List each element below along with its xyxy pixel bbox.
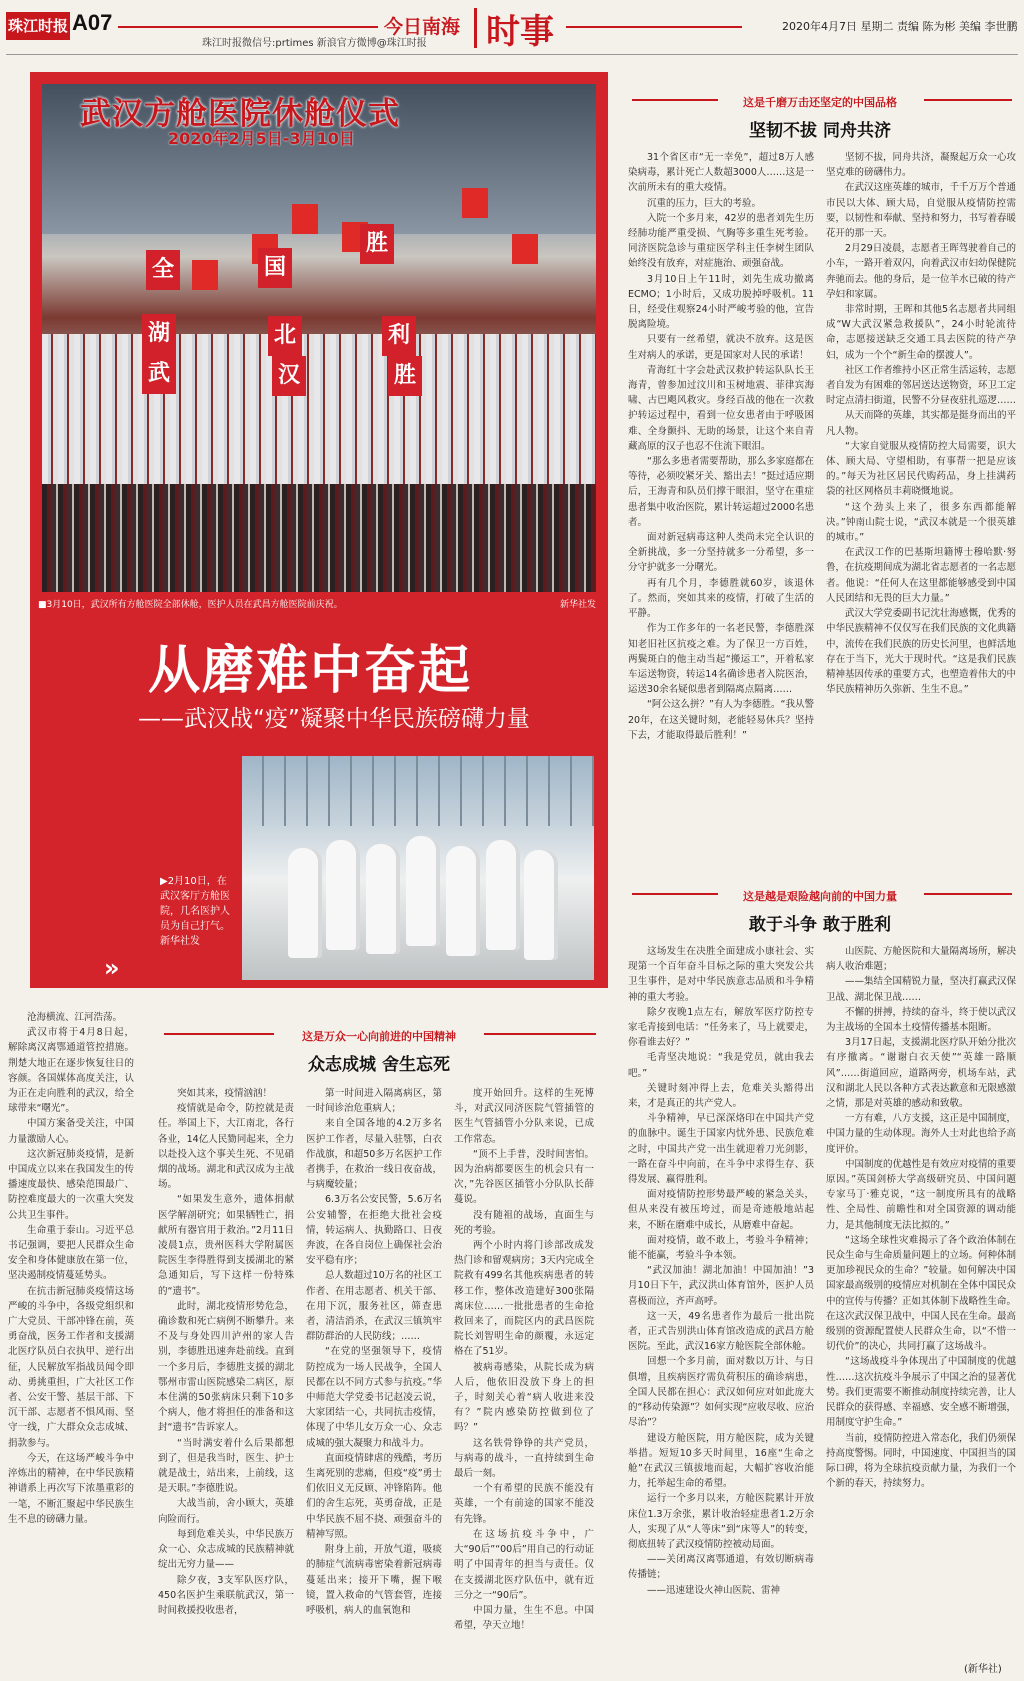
kicker-rule [484,1033,596,1035]
placard: 胜 [360,224,394,264]
placard: 北 [268,316,302,356]
paragraph: 中国方案备受关注，中国力量激励人心。 [8,1118,134,1145]
ceremony-photo [42,84,596,592]
kicker-rule [164,1033,274,1035]
section-label: 今日南海 [384,16,461,38]
article3-subhead: 敢于斗争 敢于胜利 [749,915,891,935]
placard: 全 [146,250,180,290]
article-signature: (新华社) [964,1664,1002,1675]
placard: 利 [382,316,416,356]
paragraph: 山医院、方舱医院和大量隔离场所，解决病人收治难题； [826,946,1016,973]
paragraph: 每到危难关头，中华民族万众一心、众志成城的民族精神就绽出无穷力量—— [158,1528,294,1571]
paragraph: 此时，湖北疫情形势危急，确诊数和死亡病例不断攀升。来不及与身处四川泸州的家人告别，李德胜迅速奔赴前线。直到一个多月后，李德胜支援的湖北鄂州市雷山医院感染二病区，原本住满的50张病床只剩下10多个病人，他才将担任的准备和这封“遗书”告诉家人。 [158,1300,294,1434]
paragraph: 沧海横流、江河浩荡。 [27,1012,123,1023]
photo-date: 2020年2月5日-3月10日 [168,129,355,148]
masthead-subline: 珠江时报微信号:prtimes 新浪官方微博@珠江时报 [202,38,427,49]
paragraph: 社区工作者维持小区正常生活运转，志愿者自发为有困难的邻居送达送物资，环卫工定时定点清扫街道，民警不分昼夜驻扎巡逻…… [826,364,1016,407]
paragraph: 非常时期，王晖和其他5名志愿者共同组成“W大武汉紧急救援队”，24小时轮流待命，志愿接送缺乏交通工具去医院的待产孕妇，成为一个个“新生命的摆渡人”。 [826,304,1016,361]
paragraph: “如果发生意外，遗体捐献医学解剖研究；如果牺牲亡，捐献所有器官用于救治。”2月11日凌晨1点，贵州医科大学附属医院医生李得胜得到支援湖北的紧急通知后，写下这样一份特殊的“遗书”。 [158,1194,294,1297]
paragraph: 这名铁骨铮铮的共产党员，与病毒的战斗，一直持续到生命最后一刻。 [454,1437,594,1480]
photo-ceiling [242,756,594,826]
paragraph: 中国制度的优越性是有效应对疫情的重要原因。”英国剑桥大学高级研究员、中国问题专家马丁·雅克说，“这一制度所具有的战略性、全局性、前瞻性和对全国资源的调动能力，是其他制度无法比拟的。” [826,1158,1016,1231]
medic-figure [406,836,440,946]
paragraph: 突如其来，疫情汹汹！ [177,1088,273,1099]
main-headline: 从磨难中奋起 [148,641,473,701]
paragraph: 直面疫情肆虐的残酷，考历生离死别的悲痛，但疫“疫”勇士们依旧义无反顾、冲锋陷阵。他们的舍生忘死，英勇奋战，正是中华民族不屈不挠、顽强奋斗的精神写照。 [306,1452,442,1540]
medic-figure [446,846,480,956]
paragraph: 只要有一丝希望，就决不放弃。这是医生对病人的承诺，更是国家对人民的承诺！ [628,334,814,361]
paragraph: ——关闭离汉离鄂通道，有效切断病毒传播链； [628,1554,814,1581]
paragraph: 面对新冠病毒这种人类尚未完全认识的全新挑战，多一分坚持就多一分希望，多一分守护就多一分曙光。 [628,532,814,574]
paragraph: 斗争精神，早已深深烙印在中国共产党的血脉中。诞生于国家内忧外患、民族危难之时，中国共产党一出生就迎着刀光剑影，一路在奋斗中向前，在斗争中求得生存、获得发展、赢得胜利。 [628,1113,814,1186]
paragraph: 被病毒感染，从院长成为病人后，他依旧没放下身上的担子，时刻关心着“病人收进来没有？”院内感染防控做到位了吗？” [454,1361,594,1434]
paragraph: 来自全国各地的4.2万多名医护工作者，尽量入驻鄂，白衣作战旗，和超50多万名医护工作者携手，在救治一线日夜奋战，与病魔较量； [306,1118,442,1191]
paragraph: 武汉市将于4月8日起，解除离汉离鄂通道管控措施。荆楚大地正在逐步恢复往日的容颜。各国媒体高度关注，认为正在走向胜利的武汉，给全球带来“曙光”。 [8,1027,134,1115]
paragraph: 一个有希望的民族不能没有英雄，一个有前途的国家不能没有先锋。 [454,1483,594,1525]
paragraph: 在抗击新冠肺炎疫情这场严峻的斗争中，各级党组织和广大党员、干部冲锋在前，英勇奋战，医务工作者和支援湖北医疗队员白衣执甲、逆行出征，人民解放军指战员闻令即动、勇挑重担，广大社区工作者、公安干警、基层干部、下沉干部、志愿者不惧风雨、坚守一线，广大群众众志成城、捐款参与。 [8,1285,134,1449]
paragraph: 面对疫情，敢不敢上，考验斗争精神；能不能赢，考验斗争本领。 [628,1234,814,1262]
paragraph: 武汉大学党委副书记沈壮海感慨，优秀的中华民族精神不仅仅写在我们民族的文化典籍中，流传在我们民族的历史长河里，也鲜活地存在于当下，光大于现时代。“这是我们民族精神基因传承的重要方式，也塑造着伟大的中华民族精神历久弥新、生生不息。” [826,608,1016,696]
medic-figure [288,848,322,958]
paragraph: 在武汉工作的巴基斯坦籍博士穆哈默·努鲁，在抗疫期间成为湖北省志愿者的一名志愿者。他说：“任何人在这里都能够感受到中国人民团结和无畏的巨大力量。” [826,547,1016,604]
paragraph: 入院一个多月来，42岁的患者刘先生历经肺功能严重受损、气胸等多重生死考验。同济医院急诊与重症医学科主任李树生团队始终没有放弃，对症施治、顽强奋战。 [628,212,814,270]
photo2-credit: 新华社发 [160,936,200,947]
paragraph: 2月29日凌晨，志愿者王晖驾驶着自己的小车，一路开着双闪，向着武汉市妇幼保健院奔驰而去。他的身后，是一位羊水已破的待产孕妇和家属。 [826,243,1016,300]
paragraph: ——集结全国精锐力量，坚决打赢武汉保卫战、湖北保卫战…… [826,976,1016,1003]
placard: 湖 [142,314,176,354]
paragraph: 回想一个多月前，面对数以万计、与日俱增，且疾病医疗需负荷积压的确诊病患，全国人民都在担心：武汉如何应对如此庞大的“移动传染源”？如何实现“应收尽收、应治尽治”？ [628,1356,814,1429]
medic-figure [486,840,520,950]
paragraph: 这场发生在决胜全面建成小康社会、实现第一个百年奋斗目标之际的重大突发公共卫生事件，是对中华民族意志品质和斗争精神的重大考验。 [628,946,814,1003]
section-title: 时事 [486,12,554,52]
intro-text [8,1010,134,1672]
paragraph: 一方有难，八方支援，这正是中国制度，中国力量的生动体现。海外人士对此也给予高度评价。 [826,1113,1016,1155]
photo-credit: 新华社发 [560,600,597,610]
kicker-rule [924,99,1012,101]
main-subheadline: ——武汉战“疫”凝聚中华民族磅礴力量 [138,706,530,732]
paragraph: 今天，在这场严峻斗争中淬炼出的精神，在中华民族精神谱系上再次写下浓墨重彩的一笔，不断汇聚起中华民族生生不息的磅礴力量。 [8,1452,134,1525]
placard: 国 [258,248,292,288]
paragraph: 不懈的拼搏，持续的奋斗，终于使以武汉为主战场的全国本土疫情传播基本阻断。 [826,1006,1016,1034]
paragraph: 度开始回升。这样的生死博斗，对武汉同济医院气管插管的医生气管插管小分队来说，已成工作常态。 [454,1088,594,1145]
photo-crowd-front [42,484,596,592]
paragraph: 中国力量，生生不息。中国希望，孕天立地！ [454,1604,594,1632]
article1-column-1 [628,150,814,850]
article2-subhead: 众志成城 舍生忘死 [308,1055,450,1075]
medic-figure [326,840,360,950]
red-flag [292,204,318,234]
medic-figure [366,844,400,954]
paragraph: 在武汉这座英雄的城市，千千万万个普通市民以大体、顾大局，自觉服从疫情防控需要，以韧性和奉献、坚持和努力，书写着春暖花开的那一天。 [826,182,1016,240]
paragraph: “这场战疫斗争体现出了中国制度的优越性……这次抗疫斗争展示了中国之治的显著优势。我们更需要不断推动制度持续完善，让人民群众的获得感、幸福感、安全感不断增强，用制度守护生命。” [826,1356,1016,1429]
paragraph: “顶不上手普，没时间害怕。因为治病都要医生的机会只有一次，”先谷医区插管小分队队长薛蔓说。 [454,1148,594,1206]
paragraph: 沉重的压力，巨大的考验。 [647,197,762,209]
paragraph: “大家自觉服从疫情防控大局需要，识大体、顾大局、守望相助，有事帮一把是应该的。”每天为社区居民代购药品，身上挂满药袋的社区网格员丰莉晓慨地说。 [826,440,1016,498]
paragraph: 从天而降的英雄，其实都是挺身而出的平凡人物。 [826,410,1016,437]
photo-title: 武汉方舱医院休舱仪式 [80,96,400,132]
paragraph: 作为工作多年的一名老民警，李德胜深知老旧社区抗疫之难。为了保卫一方百姓，两鬓斑白的他主动当起“搬运工”，开着私家车运送物资，转运14名确诊患者入院医治，运送30余名疑似患者到隔离点隔离…… [628,623,814,696]
paragraph: 31个省区市“无一幸免”，超过8万人感染病毒，累计死亡人数超3000人……这是一次前所未有的重大疫情。 [628,152,814,194]
paragraph: 3月17日起，支援湖北医疗队开始分批次有序撤离。“谢谢白衣天使”“英雄一路顺风”……街道回应，道路两旁，机场车站，武汉和湖北人民以各种方式表达歉意和无限感激之情，那是对英雄的感动和致敬。 [826,1037,1016,1110]
paragraph: 面对疫情防控形势最严峻的紧急关头，但从来没有被压垮过，而是奇迹般地站起来，不断在磨难中成长，从磨难中奋起。 [628,1189,814,1231]
kicker-rule [924,893,1012,895]
newspaper-logo: 珠江时报 [6,12,70,40]
red-flag [192,260,218,290]
paragraph: 这一天，49名患者作为最后一批出院者，正式告别洪山体育馆改造成的武昌方舱医院。至此，武汉16家方舱医院全部休舱。 [628,1310,814,1353]
paragraph: 总人数超过10万名的社区工作者、在用志愿者、机关干部、在用下沉，服务社区，筛查患者，清洁消杀，在武汉三镇筑牢群防群治的人民防线；…… [306,1270,442,1343]
paragraph: “在党的坚强领导下，疫情防控成为一场人民战争，全国人民都在以不同方式参与抗疫。”华中师范大学党委书记赵凌云说，大家团结一心，共同抗击疫情，体现了中华儿女万众一心、众志成城的强大凝聚力和战斗力。 [306,1346,442,1449]
article3-column-2 [826,944,1016,1652]
paragraph: 3月10日上午11时，刘先生成功撤离ECMO；1小时后，又成功脱掉呼吸机。11日，经受住观察24小时严峻考验的他，宣告脱离险境。 [628,273,814,331]
paragraph: 这次新冠肺炎疫情，是新中国成立以来在我国发生的传播速度最快、感染范围最广、防控难度最大的一次重大突发公共卫生事件。 [8,1148,134,1221]
paragraph: 第一时间进入隔离病区，第一时间诊治危重病人； [306,1088,442,1115]
medics-photo [242,756,594,980]
paragraph: “这场全球性灾难揭示了各个政治体制在民众生命与生命质量问题上的立场。何种体制更加珍视民众的生命？”较量。如何解决中国国家最高级别的疫情应对机制在全体中国民众中的宣传与传播？正如其体制下战略性生命。在这次武汉保卫战中，中国人民在生命。最高级别的资源配置使人民群众生命，以“不惜一切代价”的决心，共同打赢了这场战斗。 [826,1234,1016,1353]
paragraph: 建设方舱医院，用方舱医院，成为关键举措。短短10多天时间里，16座“生命之舱”在武汉三镇拔地而起，大幅扩容收治能力，托举起生命的希望。 [628,1432,814,1490]
paragraph: “武汉加油！湖北加油！中国加油！”3月10日下午，武汉洪山体育馆外，医护人员喜极而泣，齐声高呼。 [628,1265,814,1307]
kicker-rule [632,99,718,101]
article1-kicker: 这是千磨万击还坚定的中国品格 [743,96,897,109]
article1-column-2 [826,150,1016,850]
paragraph: 再有几个月，李德胜就60岁，该退休了。然而，突如其来的疫情，打破了生活的平静。 [628,577,814,620]
article1-subhead: 坚韧不拔 同舟共济 [749,121,891,141]
article3-column-1 [628,944,814,1672]
placard: 胜 [388,356,422,396]
red-flag [462,188,488,218]
photo2-caption-text: ▶2月10日，在武汉客厅方舱医院，几名医护人员为自己打气。 [160,876,230,932]
chevron-right-icon: » [104,954,120,982]
paragraph: 运行一个多月以来，方舱医院累计开放床位1.3万余张，累计收治轻症患者1.2万余人，实现了从“人等床”到“床等人”的转变，彻底扭转了武汉疫情防控被动局面。 [628,1493,814,1550]
kicker-rule [632,893,718,895]
paragraph: 除夕夜，3支军队医疗队，450名医护生乘联航武汉，第一时间救援投收患者， [158,1574,294,1616]
photo-caption: ■3月10日，武汉所有方舱医院全部休舱，医护人员在武昌方舱医院前庆祝。 [38,600,343,610]
issue-info: 2020年4月7日 星期二 责编 陈为彬 美编 李世鹏 [782,20,1018,33]
placard: 汉 [272,356,306,396]
masthead-bottom-rule [6,54,1018,55]
paragraph: 6.3万名公安民警，5.6万名公安辅警，在拒绝大批社会疫情，转运病人、执勤路口、日夜奔波，在各自岗位上确保社会治安平稳有序； [306,1194,442,1267]
paragraph: 坚韧不拔，同舟共济，凝聚起万众一心攻坚克难的磅礴伟力。 [826,152,1016,179]
article2-column-3 [454,1086,594,1676]
paragraph: 除夕夜晚1点左右，解放军医疗防控专家毛青接到电话：“任务来了，马上就要走，你看谁去好？” [628,1006,814,1049]
paragraph: ——迅速建设火神山医院、雷神 [647,1584,781,1596]
paragraph: “这个劲头上来了，很多东西都能解决。”钟南山院士说，“武汉本就是一个很英雄的城市。” [826,501,1016,544]
paragraph: 青海红十字会赴武汉救护转运队队长王海青，曾参加过汶川和玉树地震、菲律宾海啸、古巴飓风救灾。身经百战的他在一次救护转运过程中，看到一位女患者由于呼吸困难、全身颤抖、无助的场景，让这个来自青藏高原的汉子也忍不住流下眼泪。 [628,364,814,452]
paragraph: “当时满安着什么后果都想到了，但是我当时，医生、护士就是战士，站出来，上前线，这是天职。”李德胜说。 [158,1437,294,1495]
article2-column-2 [306,1086,442,1676]
paragraph: 没有随祖的战场，直面生与死的考验。 [454,1209,594,1236]
placard: 武 [142,354,176,394]
photo2-caption [160,874,230,949]
paragraph: 生命重于泰山。习近平总书记强调，要把人民群众生命安全和身体健康放在第一位，坚决遏制疫情蔓延势头。 [8,1224,134,1282]
paragraph: “阿公这么拼？”有人为李德胜。“我从警20年，在这关键时刻，老能轻易休兵？坚持下去，才能取得最后胜利！” [628,699,814,741]
page-code: A07 [72,10,113,35]
paragraph: 疫情就是命令，防控就是责任。举国上下，大江南北，各行各业，14亿人民勠同起来，全力以赴投入这个事关生死、不见硝烟的战场。湖北和武汉成为主战场。 [158,1103,294,1191]
article3-kicker: 这是越是艰险越向前的中国力量 [743,890,897,903]
article2-kicker: 这是万众一心向前进的中国精神 [302,1030,456,1043]
paragraph: 大战当前，舍小顾大，英雄向险而行。 [158,1498,294,1525]
masthead-divider [474,8,477,48]
paragraph: 关键时刻冲得上去，危难关头豁得出来，才是真正的共产党人。 [628,1082,814,1110]
article2-column-1 [158,1086,294,1676]
red-flag [512,234,538,264]
paragraph: 两个小时内将门诊部改成发热门诊和留观病房；3天内完成全院救有499名其他疾病患者的转移工作，整体改造建好300张隔离床位……一批批患者的生命抢救回来了，而院区内的武昌医院院长刘智明生命的颜覆，永远定格在了51岁。 [454,1240,594,1358]
paragraph: 附身上前，开放气道，吸痰的肺症气流病毒密染着新冠病毒蔓延出来；接开下嘴，握下喉镜，置入救命的气管套管，连接呼吸机，病人的血氧饱和 [306,1544,442,1616]
paragraph: 在这场抗疫斗争中，广大“90后”“00后”用自己的行动证明了中国青年的担当与责任。仅在支援湖北医疗队伍中，就有近三分之一“90后”。 [454,1528,594,1601]
paragraph: “那么多患者需要帮助，那么多家庭都在等待，必须咬紧牙关、豁出去！”挺过适应期后，王海青和队员们撑干眼泪，坚守在重症患者集中收治医院，累计转运超过2000名患者。 [628,456,814,528]
masthead-rule-right [566,26,742,28]
medic-figure [524,850,558,960]
paragraph: 毛青坚决地说：“我是党员，就由我去吧。” [628,1052,814,1079]
masthead-rule-left [118,26,378,28]
paragraph: 当前，疫情防控进入常态化，我们仍须保持高度警惕。同时，中国速度、中国担当的国际口碑，将为全球抗疫贡献力量，为我们一个个新的春天，持续努力。 [826,1432,1016,1490]
